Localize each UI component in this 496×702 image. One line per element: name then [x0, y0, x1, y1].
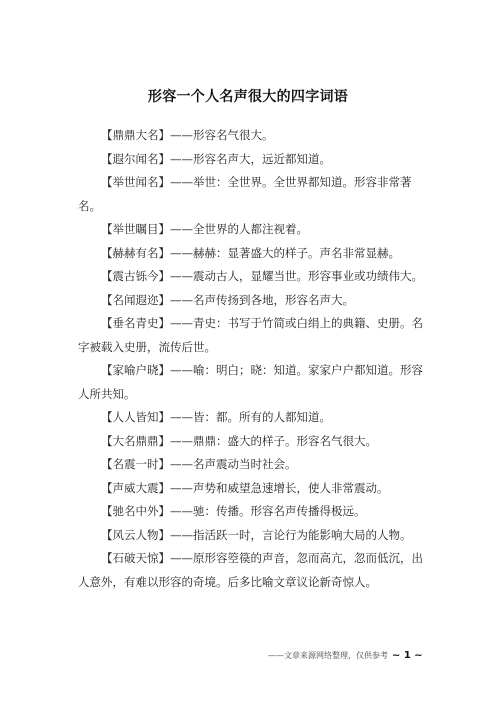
list-item: 【名闻遐迩】——名声传扬到各地，形容名声大。: [101, 292, 354, 307]
list-item: 【驰名中外】——驰：传播。形容名声传播得极远。: [101, 504, 366, 518]
list-item: 【大名鼎鼎】——鼎鼎：盛大的样子。形容名气很大。: [101, 433, 377, 448]
list-item: 【家喻户晓】——喻：明白；晓：知道。家家户户都知道。形容人所共知。: [78, 363, 423, 401]
list-item: 【赫赫有名】——赫赫：显著盛大的样子。声名非常显赫。: [101, 245, 400, 260]
list-item: 【名震一时】——名声震动当时社会。: [101, 457, 297, 471]
list-item: 【石破天惊】——原形容箜篌的声音，忽而高亢，忽而低沉，出人意外，有难以形容的奇境。后多比喻文章议论新奇惊人。: [78, 551, 423, 589]
entry-list: [78, 124, 430, 594]
list-item: 【人人皆知】——皆：都。所有的人都知道。: [101, 410, 331, 424]
list-item: 【震古铄今】——震动古人，显耀当世。形容事业或功绩伟大。: [101, 269, 423, 283]
page-number: ~ 1 ~: [392, 650, 423, 661]
list-item: 【举世瞩目】——全世界的人都注视着。: [101, 222, 308, 236]
page-footer: [268, 650, 423, 661]
page-title: 形容一个人名声很大的四字词语: [147, 89, 349, 105]
list-item: 【鼎鼎大名】——形容名气很大。: [101, 128, 274, 142]
list-item: 【遐尔闻名】——形容名声大，远近都知道。: [101, 151, 331, 166]
list-item: 【声威大震】——声势和威望急速增长，使人非常震动。: [101, 480, 389, 495]
list-item: 【举世闻名】——举世：全世界。全世界都知道。形容非常著名。: [78, 175, 412, 213]
footer-note: ——文章来源网络整理，仅供参考: [268, 651, 388, 660]
list-item: 【风云人物】——指活跃一时，言论行为能影响大局的人物。: [101, 527, 412, 542]
list-item: 【垂名青史】——青史：书写于竹简或白绢上的典籍、史册。名字被载入史册，流传后世。: [78, 316, 423, 354]
